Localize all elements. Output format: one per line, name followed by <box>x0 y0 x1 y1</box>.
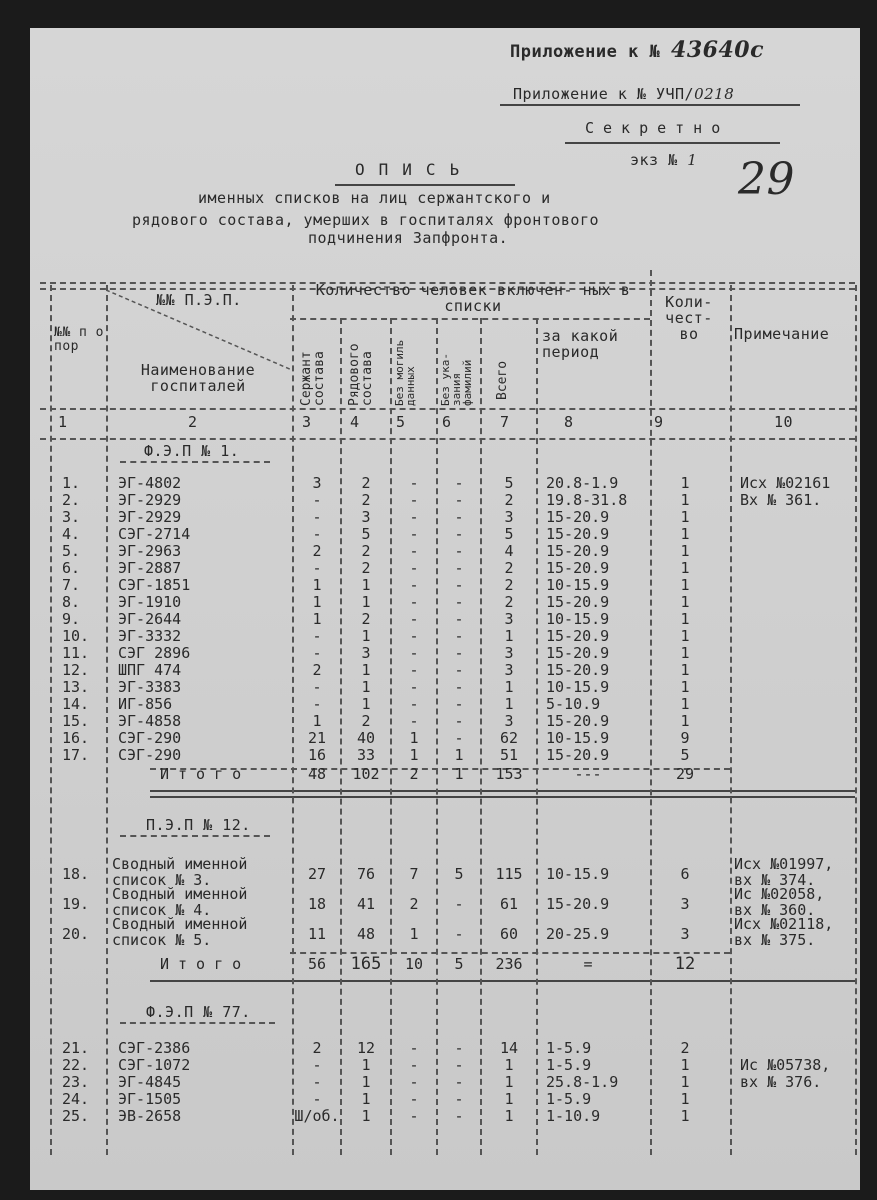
cell-quantity: 1 <box>680 593 690 611</box>
cell-period: 20.8-1.9 <box>546 474 619 492</box>
cell-no-grave: - <box>409 695 419 713</box>
row-number: 11. <box>62 644 90 662</box>
cell-total: 115 <box>495 865 523 883</box>
divider <box>335 184 515 186</box>
cell-no-grave: - <box>409 542 419 560</box>
cell-no-name: 5 <box>454 865 464 883</box>
cell-privates: 1 <box>361 1090 371 1108</box>
hospital-name: СЭГ-1072 <box>118 1056 191 1074</box>
cell-no-grave: - <box>409 559 419 577</box>
row-number: 4. <box>62 525 81 543</box>
divider <box>500 104 800 106</box>
hospital-name: список № 3. <box>112 871 212 889</box>
cell-total: 1 <box>504 678 514 696</box>
note: Ис №05738, <box>740 1056 831 1074</box>
hospital-name: ЭГ-1505 <box>118 1090 182 1108</box>
row-number: 5. <box>62 542 81 560</box>
cell-total: 4 <box>504 542 514 560</box>
cell-sergeants: 27 <box>307 865 327 883</box>
hospital-name: ЭГ-4845 <box>118 1073 182 1091</box>
cell-privates: 2 <box>361 474 371 492</box>
cell-period: 1-5.9 <box>546 1056 592 1074</box>
cell-period: 15-20.9 <box>546 525 610 543</box>
cell-quantity: 9 <box>680 729 690 747</box>
note: Исх №01997, <box>734 855 834 873</box>
row-number: 14. <box>62 695 90 713</box>
col-header-privates: Рядового состава <box>347 343 375 406</box>
cell-no-name: - <box>454 610 464 628</box>
cell-period: 1-10.9 <box>546 1107 601 1125</box>
cell-total: 5 <box>504 474 514 492</box>
cell-no-grave: - <box>409 1039 419 1057</box>
cell-privates: 76 <box>356 865 376 883</box>
cell-quantity: 1 <box>680 576 690 594</box>
divider <box>120 461 270 463</box>
hospital-name: список № 5. <box>112 931 212 949</box>
row-number: 6. <box>62 559 81 577</box>
cell-no-name: - <box>454 661 464 679</box>
row-number: 18. <box>62 865 90 883</box>
cell-no-grave: - <box>409 610 419 628</box>
cell-no-name: - <box>454 1073 464 1091</box>
cell-period: 15-20.9 <box>546 627 610 645</box>
copy-number: экз № 1 <box>630 151 698 169</box>
document-title: ОПИСЬ <box>355 160 474 179</box>
cell-no-grave: - <box>409 712 419 730</box>
hospital-name: ЭГ-2887 <box>118 559 182 577</box>
col-header-pep: №№ П.Э.П. <box>156 291 242 309</box>
cell-privates: 1 <box>361 576 371 594</box>
cell-no-name: - <box>454 525 464 543</box>
col-header-sergeants: Сержант состава <box>299 351 327 406</box>
cell-sergeants: - <box>312 1056 322 1074</box>
cell-sergeants: 3 <box>312 474 322 492</box>
cell-sergeants: - <box>312 678 322 696</box>
note: Исх №02118, <box>734 915 834 933</box>
cell-no-grave: 1 <box>409 746 419 764</box>
cell-period: 1-5.9 <box>546 1090 592 1108</box>
cell-quantity: 1 <box>680 610 690 628</box>
cell-period: 15-20.9 <box>546 895 610 913</box>
cell-total: 51 <box>499 746 519 764</box>
section-title: П.Э.П № 12. <box>146 816 251 834</box>
section-title: Ф.Э.П № 77. <box>146 1003 251 1021</box>
cell-no-name: - <box>454 508 464 526</box>
cell-quantity: 1 <box>680 1073 690 1091</box>
cell-quantity: 1 <box>680 474 690 492</box>
cell-quantity: 1 <box>680 644 690 662</box>
cell-period: 10-15.9 <box>546 678 610 696</box>
title-line-2: рядового состава, умерших в госпиталях фронтового <box>132 211 600 229</box>
row-number: 2. <box>62 491 81 509</box>
cell-total: 14 <box>499 1039 519 1057</box>
col-header-number: №№ п о пор <box>54 325 104 354</box>
cell-no-grave: - <box>409 508 419 526</box>
cell-period: 10-15.9 <box>546 865 610 883</box>
row-number: 15. <box>62 712 90 730</box>
cell-total: 3 <box>504 610 514 628</box>
cell-no-name: - <box>454 1056 464 1074</box>
cell-privates: 5 <box>361 525 371 543</box>
cell-no-grave: 2 <box>409 895 419 913</box>
cell-no-grave: - <box>409 627 419 645</box>
cell-no-name: - <box>454 627 464 645</box>
cell-quantity: 1 <box>680 1107 690 1125</box>
cell-no-name: - <box>454 712 464 730</box>
cell-privates: 2 <box>361 712 371 730</box>
cell-total: 60 <box>499 925 519 943</box>
cell-period: 1-5.9 <box>546 1039 592 1057</box>
hospital-name: ЭГ-4858 <box>118 712 182 730</box>
cell-no-grave: - <box>409 1107 419 1125</box>
cell-sergeants: - <box>312 559 322 577</box>
cell-period: 10-15.9 <box>546 610 610 628</box>
cell-period: 15-20.9 <box>546 542 610 560</box>
cell-no-name: - <box>454 576 464 594</box>
cell-privates: 2 <box>361 610 371 628</box>
cell-sergeants: - <box>312 525 322 543</box>
cell-total: 5 <box>504 525 514 543</box>
cell-no-name: - <box>454 925 464 943</box>
note: Исх №02161 <box>740 474 831 492</box>
cell-privates: 3 <box>361 644 371 662</box>
cell-sergeants: 16 <box>307 746 327 764</box>
cell-period: 15-20.9 <box>546 644 610 662</box>
cell-total: 2 <box>504 593 514 611</box>
hospital-name: СЭГ-1851 <box>118 576 191 594</box>
cell-no-grave: 1 <box>409 729 419 747</box>
cell-total: 3 <box>504 712 514 730</box>
cell-total: 61 <box>499 895 519 913</box>
cell-no-name: - <box>454 695 464 713</box>
cell-period: 15-20.9 <box>546 559 610 577</box>
row-number: 16. <box>62 729 90 747</box>
row-number: 25. <box>62 1107 90 1125</box>
row-number: 20. <box>62 925 90 943</box>
cell-period: 20-25.9 <box>546 925 610 943</box>
cell-privates: 1 <box>361 678 371 696</box>
row-number: 10. <box>62 627 90 645</box>
cell-quantity: 6 <box>680 865 690 883</box>
cell-no-name: - <box>454 1090 464 1108</box>
col-header-total: Всего <box>495 360 510 400</box>
cell-period: 15-20.9 <box>546 712 610 730</box>
hospital-name: СЭГ-2714 <box>118 525 191 543</box>
cell-privates: 1 <box>361 627 371 645</box>
cell-total: 2 <box>504 576 514 594</box>
note: вх № 375. <box>734 931 816 949</box>
cell-sergeants: - <box>312 695 322 713</box>
cell-sergeants: - <box>312 627 322 645</box>
cell-no-name: - <box>454 1039 464 1057</box>
cell-no-name: - <box>454 678 464 696</box>
row-number: 12. <box>62 661 90 679</box>
cell-quantity: 3 <box>680 925 690 943</box>
cell-no-grave: - <box>409 576 419 594</box>
cell-no-name: - <box>454 644 464 662</box>
section-title: Ф.Э.П № 1. <box>144 442 240 460</box>
cell-sergeants: 2 <box>312 661 322 679</box>
cell-privates: 1 <box>361 1107 371 1125</box>
cell-no-grave: - <box>409 1073 419 1091</box>
row-number: 13. <box>62 678 90 696</box>
hospital-name: СЭГ 2896 <box>118 644 191 662</box>
cell-total: 1 <box>504 627 514 645</box>
cell-sergeants: Ш/об. <box>294 1107 340 1125</box>
cell-total: 1 <box>504 1107 514 1125</box>
col-header-hospital: Наименование госпиталей <box>140 361 256 395</box>
cell-sergeants: - <box>312 1090 322 1108</box>
cell-total: 2 <box>504 491 514 509</box>
cell-no-grave: - <box>409 644 419 662</box>
cell-no-name: - <box>454 1107 464 1125</box>
cell-period: 15-20.9 <box>546 661 610 679</box>
sheet-number: 29 <box>738 154 795 205</box>
cell-quantity: 1 <box>680 508 690 526</box>
hospital-name: ЭВ-2658 <box>118 1107 182 1125</box>
cell-sergeants: 1 <box>312 610 322 628</box>
cell-no-name: - <box>454 542 464 560</box>
classification-mark: Секретно <box>585 119 730 137</box>
cell-quantity: 1 <box>680 712 690 730</box>
row-number: 22. <box>62 1056 90 1074</box>
col-header-group: Количество человек включен- ных в списки <box>315 281 631 315</box>
cell-privates: 1 <box>361 1073 371 1091</box>
cell-quantity: 1 <box>680 661 690 679</box>
cell-no-name: 1 <box>454 746 464 764</box>
cell-sergeants: 1 <box>312 712 322 730</box>
cell-quantity: 1 <box>680 678 690 696</box>
cell-sergeants: - <box>312 508 322 526</box>
hospital-name: СЭГ-290 <box>118 746 182 764</box>
hospital-name: ЭГ-2929 <box>118 508 182 526</box>
col-header-notes: Примечание <box>734 325 830 343</box>
hospital-name: ИГ-856 <box>118 695 173 713</box>
divider <box>565 142 780 144</box>
cell-period: 10-15.9 <box>546 729 610 747</box>
note: Вх № 361. <box>740 491 822 509</box>
hospital-name: Сводный именной <box>112 855 248 873</box>
cell-total: 1 <box>504 1056 514 1074</box>
cell-no-grave: - <box>409 678 419 696</box>
row-number: 24. <box>62 1090 90 1108</box>
cell-sergeants: 2 <box>312 542 322 560</box>
cell-quantity: 1 <box>680 1090 690 1108</box>
cell-total: 62 <box>499 729 519 747</box>
col-header-no-name: Без ука- зания фамилий <box>439 353 474 406</box>
hospital-name: ЭГ-2644 <box>118 610 182 628</box>
cell-no-grave: 7 <box>409 865 419 883</box>
hospital-name: СЭГ-290 <box>118 729 182 747</box>
row-number: 21. <box>62 1039 90 1057</box>
cell-no-grave: - <box>409 474 419 492</box>
appendix-stamp: Приложение к № 43640с <box>510 37 764 63</box>
cell-period: 25.8-1.9 <box>546 1073 619 1091</box>
row-number: 8. <box>62 593 81 611</box>
hospital-name: ШПГ 474 <box>118 661 182 679</box>
cell-quantity: 1 <box>680 525 690 543</box>
cell-total: 2 <box>504 559 514 577</box>
cell-total: 3 <box>504 508 514 526</box>
cell-sergeants: - <box>312 491 322 509</box>
cell-sergeants: - <box>312 1073 322 1091</box>
cell-no-grave: - <box>409 593 419 611</box>
title-line-3: подчинения Запфронта. <box>308 229 509 247</box>
cell-privates: 3 <box>361 508 371 526</box>
cell-quantity: 2 <box>680 1039 690 1057</box>
cell-quantity: 1 <box>680 559 690 577</box>
cell-privates: 1 <box>361 695 371 713</box>
cell-quantity: 3 <box>680 895 690 913</box>
row-number: 1. <box>62 474 81 492</box>
cell-period: 15-20.9 <box>546 746 610 764</box>
cell-sergeants: 1 <box>312 593 322 611</box>
hospital-name: СЭГ-2386 <box>118 1039 191 1057</box>
cell-no-grave: - <box>409 1056 419 1074</box>
hospital-name: ЭГ-2963 <box>118 542 182 560</box>
cell-privates: 2 <box>361 491 371 509</box>
cell-no-name: - <box>454 559 464 577</box>
cell-no-grave: - <box>409 491 419 509</box>
note: Ис №02058, <box>734 885 825 903</box>
cell-quantity: 1 <box>680 627 690 645</box>
row-number: 9. <box>62 610 81 628</box>
cell-sergeants: 1 <box>312 576 322 594</box>
hospital-name: Сводный именной <box>112 885 248 903</box>
cell-period: 15-20.9 <box>546 508 610 526</box>
cell-no-name: - <box>454 895 464 913</box>
cell-quantity: 1 <box>680 542 690 560</box>
row-number: 23. <box>62 1073 90 1091</box>
cell-privates: 2 <box>361 559 371 577</box>
cell-total: 3 <box>504 644 514 662</box>
cell-privates: 12 <box>356 1039 376 1057</box>
hospital-name: список № 4. <box>112 901 212 919</box>
hospital-name: ЭГ-3383 <box>118 678 182 696</box>
hospital-name: ЭГ-1910 <box>118 593 182 611</box>
cell-total: 1 <box>504 1090 514 1108</box>
cell-quantity: 5 <box>680 746 690 764</box>
cell-no-grave: - <box>409 1090 419 1108</box>
col-header-quantity: Коли- чест- во <box>665 293 713 343</box>
cell-privates: 1 <box>361 661 371 679</box>
cell-sergeants: 2 <box>312 1039 322 1057</box>
col-header-no-grave: Без могиль данных <box>393 339 417 406</box>
row-number: 19. <box>62 895 90 913</box>
note: вх № 360. <box>734 901 816 919</box>
cell-no-grave: - <box>409 525 419 543</box>
cell-period: 10-15.9 <box>546 576 610 594</box>
cell-quantity: 1 <box>680 1056 690 1074</box>
note: вх № 376. <box>740 1073 822 1091</box>
hospital-name: ЭГ-4802 <box>118 474 182 492</box>
cell-no-grave: - <box>409 661 419 679</box>
cell-total: 1 <box>504 1073 514 1091</box>
note: вх № 374. <box>734 871 816 889</box>
cell-no-grave: 1 <box>409 925 419 943</box>
cell-no-name: - <box>454 474 464 492</box>
appendix-line: Приложение к № УЧП/0218 <box>513 85 735 103</box>
cell-total: 3 <box>504 661 514 679</box>
hospital-name: Сводный именной <box>112 915 248 933</box>
cell-period: 5-10.9 <box>546 695 601 713</box>
cell-sergeants: - <box>312 644 322 662</box>
row-number: 3. <box>62 508 81 526</box>
title-line-1: именных списков на лиц сержантского и <box>198 189 551 207</box>
cell-no-name: - <box>454 593 464 611</box>
cell-sergeants: 18 <box>307 895 327 913</box>
cell-quantity: 1 <box>680 695 690 713</box>
cell-privates: 48 <box>356 925 376 943</box>
cell-privates: 2 <box>361 542 371 560</box>
row-number: 17. <box>62 746 90 764</box>
cell-no-name: - <box>454 491 464 509</box>
cell-period: 19.8-31.8 <box>546 491 628 509</box>
cell-privates: 1 <box>361 1056 371 1074</box>
hospital-name: ЭГ-3332 <box>118 627 182 645</box>
row-number: 7. <box>62 576 81 594</box>
cell-privates: 1 <box>361 593 371 611</box>
hospital-name: ЭГ-2929 <box>118 491 182 509</box>
cell-privates: 33 <box>356 746 376 764</box>
cell-sergeants: 11 <box>307 925 327 943</box>
cell-total: 1 <box>504 695 514 713</box>
cell-privates: 40 <box>356 729 376 747</box>
cell-quantity: 1 <box>680 491 690 509</box>
cell-period: 15-20.9 <box>546 593 610 611</box>
col-header-period: за какой период <box>542 327 619 361</box>
cell-sergeants: 21 <box>307 729 327 747</box>
cell-no-name: - <box>454 729 464 747</box>
cell-privates: 41 <box>356 895 376 913</box>
